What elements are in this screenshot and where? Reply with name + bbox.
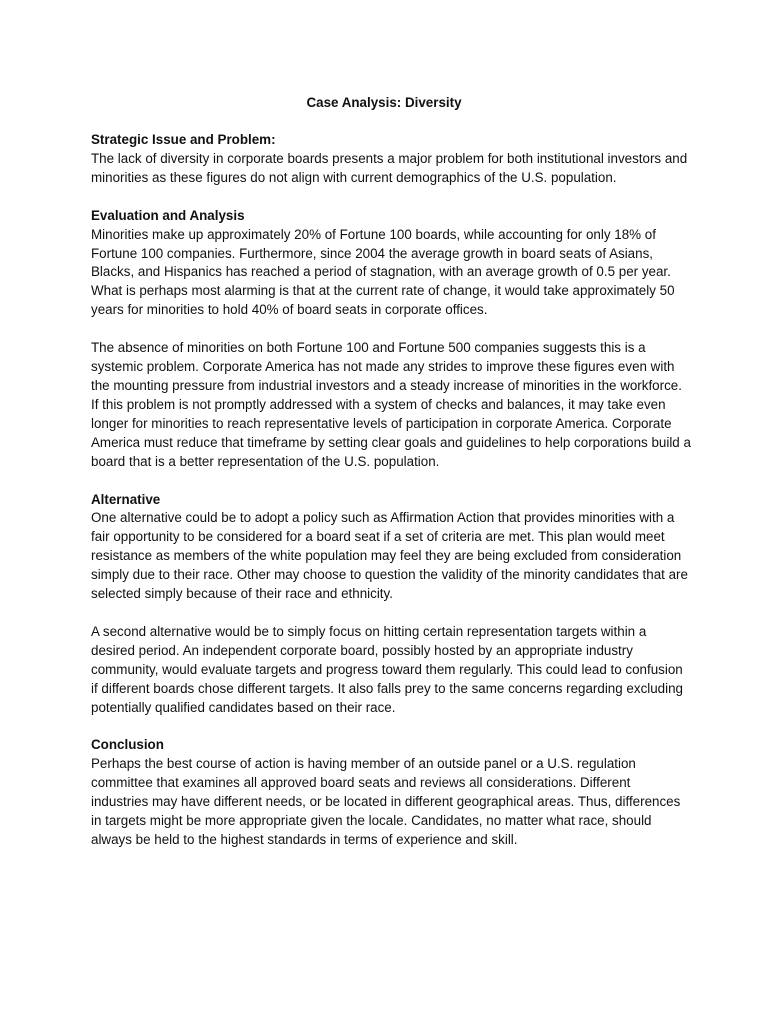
heading-alternative: Alternative [91,491,161,507]
paragraph-conclusion: Perhaps the best course of action is having member of an outside panel or a U.S. regulation committee that examines all approved board seats and reviews all considerations. Different industries may have different needs, or be located in different geographical areas. Thus, differences in targets might be more appropriate given the locale. Candidates, no matter what race, should always be held to the highest standards in terms of experience and skill. [91,756,681,847]
heading-evaluation: Evaluation and Analysis [91,207,245,223]
paragraph-evaluation-1: Minorities make up approximately 20% of Fortune 100 boards, while accounting for only 18% of Fortune 100 companies. Furthermore, since 2004 the average growth in board seats of Asians, Blacks, and Hispanics has reached a period of stagnation, with an average growth of 0.5 per year. What is perhaps most alarming is that at the current rate of change, it would take approximately 50 years for minorities to hold 40% of board seats in corporate offices. [91,226,675,318]
paragraph-alternative-1: One alternative could be to adopt a policy such as Affirmation Action that provides minorities with a fair opportunity to be considered for a board seat if a set of criteria are met. This plan would meet resistance as members of the white population may feel they are being excluded from consideration simply due to their race. Other may choose to question the validity of the minority candidates that are selected simply because of their race and ethnicity. [91,510,688,602]
document-title: Case Analysis: Diversity [306,95,462,110]
paragraph-strategic-issue: The lack of diversity in corporate boards presents a major problem for both institutional investors and minorities as these figures do not align with current demographics of the U.S. population. [91,150,688,185]
paragraph-alternative-2: A second alternative would be to simply focus on hitting certain representation targets within a desired period. An independent corporate board, possibly hosted by an appropriate industry community, would evaluate targets and progress toward them regularly. This could lead to confusion if different boards chose different targets. It also falls prey to the same concerns regarding excluding potentially qualified candidates based on their race. [91,623,683,715]
heading-strategic-issue: Strategic Issue and Problem: [91,132,276,147]
document-body [91,131,691,850]
heading-conclusion: Conclusion [91,737,164,753]
paragraph-evaluation-2: The absence of minorities on both Fortune 100 and Fortune 500 companies suggests this is a systemic problem. Corporate America has not made any strides to improve these figures even with the mounting pressure from industrial investors and a steady increase of minorities in the workforce. If this problem is not promptly addressed with a system of checks and balances, it may take even longer for minorities to reach representative levels of participation in corporate America. Corporate America must reduce that timeframe by setting clear goals and guidelines to help corporations build a board that is a better representation of the U.S. population. [91,340,691,469]
